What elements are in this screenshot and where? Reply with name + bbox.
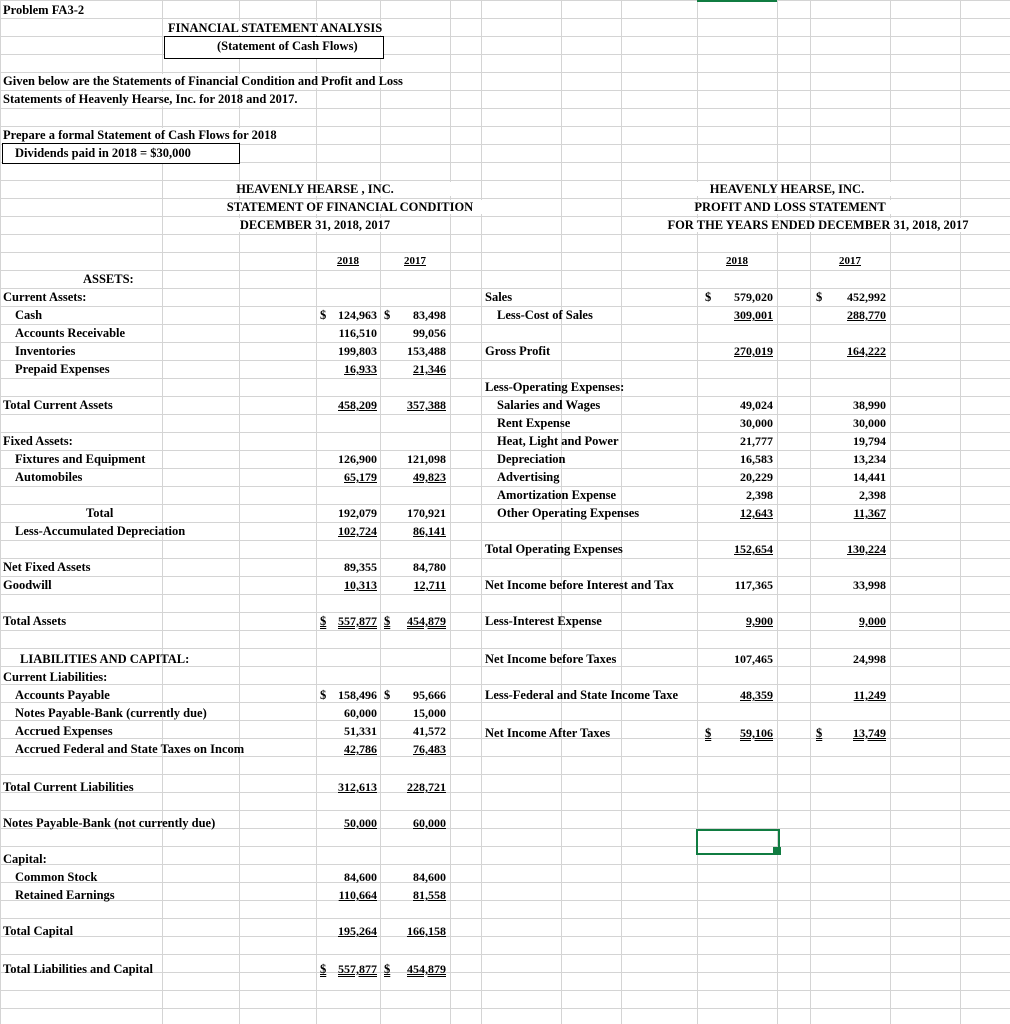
task-line-2: Dividends paid in 2018 = $30,000: [15, 146, 191, 160]
bs-common-label: Common Stock: [15, 870, 98, 884]
bs-inv-2017: 153,488: [407, 344, 446, 358]
bs-inv-2018: 199,803: [338, 344, 377, 358]
is-sales-dollar-2018: $: [705, 290, 712, 304]
is-sales-2018: 579,020: [734, 290, 773, 304]
is-period: FOR THE YEARS ENDED DECEMBER 31, 2018, 2017: [648, 218, 988, 232]
bs-nfa-2018: 89,355: [344, 560, 377, 574]
is-interest-2017: 9,000: [859, 614, 886, 628]
task-line-1: Prepare a formal Statement of Cash Flows for 2018: [3, 128, 277, 142]
bs-cash-dollar-2017: $: [384, 308, 391, 322]
is-salaries-label: Salaries and Wages: [497, 398, 601, 412]
bs-retained-2018: 110,664: [338, 888, 377, 902]
bs-tcl-label: Total Current Liabilities: [3, 780, 134, 794]
bs-prepaid-2017: 21,346: [413, 362, 446, 376]
bs-accrued-tax-label: Accrued Federal and State Taxes on Incom: [15, 742, 245, 756]
fill-handle[interactable]: [773, 847, 781, 855]
bs-ap-dollar-2017: $: [384, 688, 391, 702]
is-dep-2018: 16,583: [740, 452, 773, 466]
current-liab-header: Current Liabilities:: [3, 670, 108, 684]
bs-accrued-tax-2017: 76,483: [413, 742, 446, 756]
bs-np-current-2017: 15,000: [413, 706, 446, 720]
bs-total-assets-dollar-2017: $: [384, 614, 391, 628]
heading-title: FINANCIAL STATEMENT ANALYSIS: [168, 21, 383, 35]
heading-subtitle: (Statement of Cash Flows): [217, 39, 358, 53]
bs-ar-2018: 116,510: [338, 326, 377, 340]
bs-total-assets-label: Total Assets: [3, 614, 67, 628]
bs-retained-label: Retained Earnings: [15, 888, 115, 902]
column-highlight: [697, 0, 777, 2]
bs-cash-dollar-2018: $: [320, 308, 327, 322]
bs-total-capital-2018: 195,264: [338, 924, 377, 938]
bs-goodwill-label: Goodwill: [3, 578, 52, 592]
bs-ap-2018: 158,496: [338, 688, 377, 702]
is-net-2017: 13,749: [853, 726, 886, 740]
is-dep-label: Depreciation: [497, 452, 566, 466]
bs-ap-2017: 95,666: [413, 688, 446, 702]
bs-fixtures-label: Fixtures and Equipment: [15, 452, 146, 466]
bs-ar-2017: 99,056: [413, 326, 446, 340]
bs-accrued-label: Accrued Expenses: [15, 724, 113, 738]
bs-total-fixed-label: Total: [86, 506, 114, 520]
bs-prepaid-2018: 16,933: [344, 362, 377, 376]
bs-total-fixed-2018: 192,079: [338, 506, 377, 520]
bs-nfa-label: Net Fixed Assets: [3, 560, 91, 574]
bs-tcl-2017: 228,721: [407, 780, 446, 794]
bs-np-current-label: Notes Payable-Bank (currently due): [15, 706, 207, 720]
bs-retained-2017: 81,558: [413, 888, 446, 902]
bs-total-assets-2017: 454,879: [407, 614, 446, 628]
bs-fixtures-2018: 126,900: [338, 452, 377, 466]
bs-ap-dollar-2018: $: [320, 688, 327, 702]
bs-total-lc-2017: 454,879: [407, 962, 446, 976]
bs-inv-label: Inventories: [15, 344, 76, 358]
bs-accum-dep-label: Less-Accumulated Depreciation: [15, 524, 186, 538]
bs-accum-dep-2017: 86,141: [413, 524, 446, 538]
is-heat-label: Heat, Light and Power: [497, 434, 619, 448]
bs-common-2018: 84,600: [344, 870, 377, 884]
bs-total-fixed-2017: 170,921: [407, 506, 446, 520]
current-assets-header: Current Assets:: [3, 290, 87, 304]
bs-total-capital-label: Total Capital: [3, 924, 74, 938]
is-ebt-2018: 107,465: [734, 652, 773, 666]
bs-accrued-2018: 51,331: [344, 724, 377, 738]
bs-accum-dep-2018: 102,724: [338, 524, 377, 538]
bs-np-current-2018: 60,000: [344, 706, 377, 720]
bs-ap-label: Accounts Payable: [15, 688, 110, 702]
is-ebit-2018: 117,365: [734, 578, 773, 592]
is-cogs-label: Less-Cost of Sales: [497, 308, 593, 322]
is-adv-label: Advertising: [497, 470, 560, 484]
is-ebit-2017: 33,998: [853, 578, 886, 592]
is-total-opex-2018: 152,654: [734, 542, 773, 556]
bs-goodwill-2017: 12,711: [413, 578, 446, 592]
bs-cash-2018: 124,963: [338, 308, 377, 322]
is-heat-2017: 19,794: [853, 434, 886, 448]
bs-total-lc-2018: 557,877: [338, 962, 377, 976]
bs-np-long-label: Notes Payable-Bank (not currently due): [3, 816, 216, 830]
is-total-opex-label: Total Operating Expenses: [485, 542, 623, 556]
is-heat-2018: 21,777: [740, 434, 773, 448]
is-company: HEAVENLY HEARSE, INC.: [682, 182, 892, 196]
is-ebt-label: Net Income before Taxes: [485, 652, 617, 666]
bs-autos-2017: 49,823: [413, 470, 446, 484]
liab-header: LIABILITIES AND CAPITAL:: [20, 652, 190, 666]
is-salaries-2017: 38,990: [853, 398, 886, 412]
bs-total-assets-2018: 557,877: [338, 614, 377, 628]
is-other-2018: 12,643: [740, 506, 773, 520]
bs-autos-2018: 65,179: [344, 470, 377, 484]
problem-label: Problem FA3-2: [3, 3, 85, 17]
is-ebt-2017: 24,998: [853, 652, 886, 666]
bs-tca-2017: 357,388: [407, 398, 446, 412]
is-total-opex-2017: 130,224: [847, 542, 886, 556]
is-rent-2017: 30,000: [853, 416, 886, 430]
is-taxes-2018: 48,359: [740, 688, 773, 702]
fixed-assets-header: Fixed Assets:: [3, 434, 73, 448]
is-salaries-2018: 49,024: [740, 398, 773, 412]
is-rent-2018: 30,000: [740, 416, 773, 430]
is-sales-label: Sales: [485, 290, 513, 304]
is-amort-2017: 2,398: [859, 488, 886, 502]
is-amort-label: Amortization Expense: [497, 488, 617, 502]
is-net-dollar-2017: $: [816, 726, 823, 740]
bs-goodwill-2018: 10,313: [344, 578, 377, 592]
is-sales-dollar-2017: $: [816, 290, 823, 304]
is-interest-2018: 9,900: [746, 614, 773, 628]
bs-total-assets-dollar-2018: $: [320, 614, 327, 628]
bs-tcl-2018: 312,613: [338, 780, 377, 794]
bs-accrued-tax-2018: 42,786: [344, 742, 377, 756]
is-gross-2018: 270,019: [734, 344, 773, 358]
bs-year-2017: 2017: [404, 255, 426, 267]
bs-nfa-2017: 84,780: [413, 560, 446, 574]
bs-total-capital-2017: 166,158: [407, 924, 446, 938]
bs-total-lc-dollar-2018: $: [320, 962, 327, 976]
assets-header: ASSETS:: [83, 272, 134, 286]
is-sales-2017: 452,992: [847, 290, 886, 304]
is-cogs-2018: 309,001: [734, 308, 773, 322]
is-year-2017: 2017: [839, 255, 861, 267]
is-other-2017: 11,367: [853, 506, 886, 520]
active-cell-selection[interactable]: [696, 829, 780, 855]
capital-header: Capital:: [3, 852, 47, 866]
bs-statement: STATEMENT OF FINANCIAL CONDITION: [180, 200, 520, 214]
is-dep-2017: 13,234: [853, 452, 886, 466]
bs-autos-label: Automobiles: [15, 470, 83, 484]
bs-cash-label: Cash: [15, 308, 43, 322]
bs-year-2018: 2018: [337, 255, 359, 267]
is-gross-2017: 164,222: [847, 344, 886, 358]
bs-total-lc-label: Total Liabilities and Capital: [3, 962, 153, 976]
intro-line-2: Statements of Heavenly Hearse, Inc. for 2018 and 2017.: [3, 92, 298, 106]
is-opex-header: Less-Operating Expenses:: [485, 380, 625, 394]
is-taxes-2017: 11,249: [853, 688, 886, 702]
is-year-2018: 2018: [726, 255, 748, 267]
bs-np-long-2018: 50,000: [344, 816, 377, 830]
is-ebit-label: Net Income before Interest and Tax: [485, 578, 674, 592]
is-other-label: Other Operating Expenses: [497, 506, 640, 520]
is-net-dollar-2018: $: [705, 726, 712, 740]
bs-tca-2018: 458,209: [338, 398, 377, 412]
is-adv-2017: 14,441: [853, 470, 886, 484]
bs-total-lc-dollar-2017: $: [384, 962, 391, 976]
intro-line-1: Given below are the Statements of Financial Condition and Profit and Loss: [3, 74, 403, 88]
is-gross-label: Gross Profit: [485, 344, 551, 358]
bs-company: HEAVENLY HEARSE , INC.: [165, 182, 465, 196]
is-amort-2018: 2,398: [746, 488, 773, 502]
bs-tca-label: Total Current Assets: [3, 398, 113, 412]
is-net-2018: 59,106: [740, 726, 773, 740]
bs-np-long-2017: 60,000: [413, 816, 446, 830]
bs-ar-label: Accounts Receivable: [15, 326, 126, 340]
bs-accrued-2017: 41,572: [413, 724, 446, 738]
bs-prepaid-label: Prepaid Expenses: [15, 362, 110, 376]
is-net-label: Net Income After Taxes: [485, 726, 611, 740]
is-statement: PROFIT AND LOSS STATEMENT: [670, 200, 910, 214]
bs-common-2017: 84,600: [413, 870, 446, 884]
is-rent-label: Rent Expense: [497, 416, 571, 430]
bs-date: DECEMBER 31, 2018, 2017: [200, 218, 430, 232]
bs-cash-2017: 83,498: [413, 308, 446, 322]
bs-fixtures-2017: 121,098: [407, 452, 446, 466]
is-cogs-2017: 288,770: [847, 308, 886, 322]
is-taxes-label: Less-Federal and State Income Taxe: [485, 688, 679, 702]
is-interest-label: Less-Interest Expense: [485, 614, 602, 628]
is-adv-2018: 20,229: [740, 470, 773, 484]
